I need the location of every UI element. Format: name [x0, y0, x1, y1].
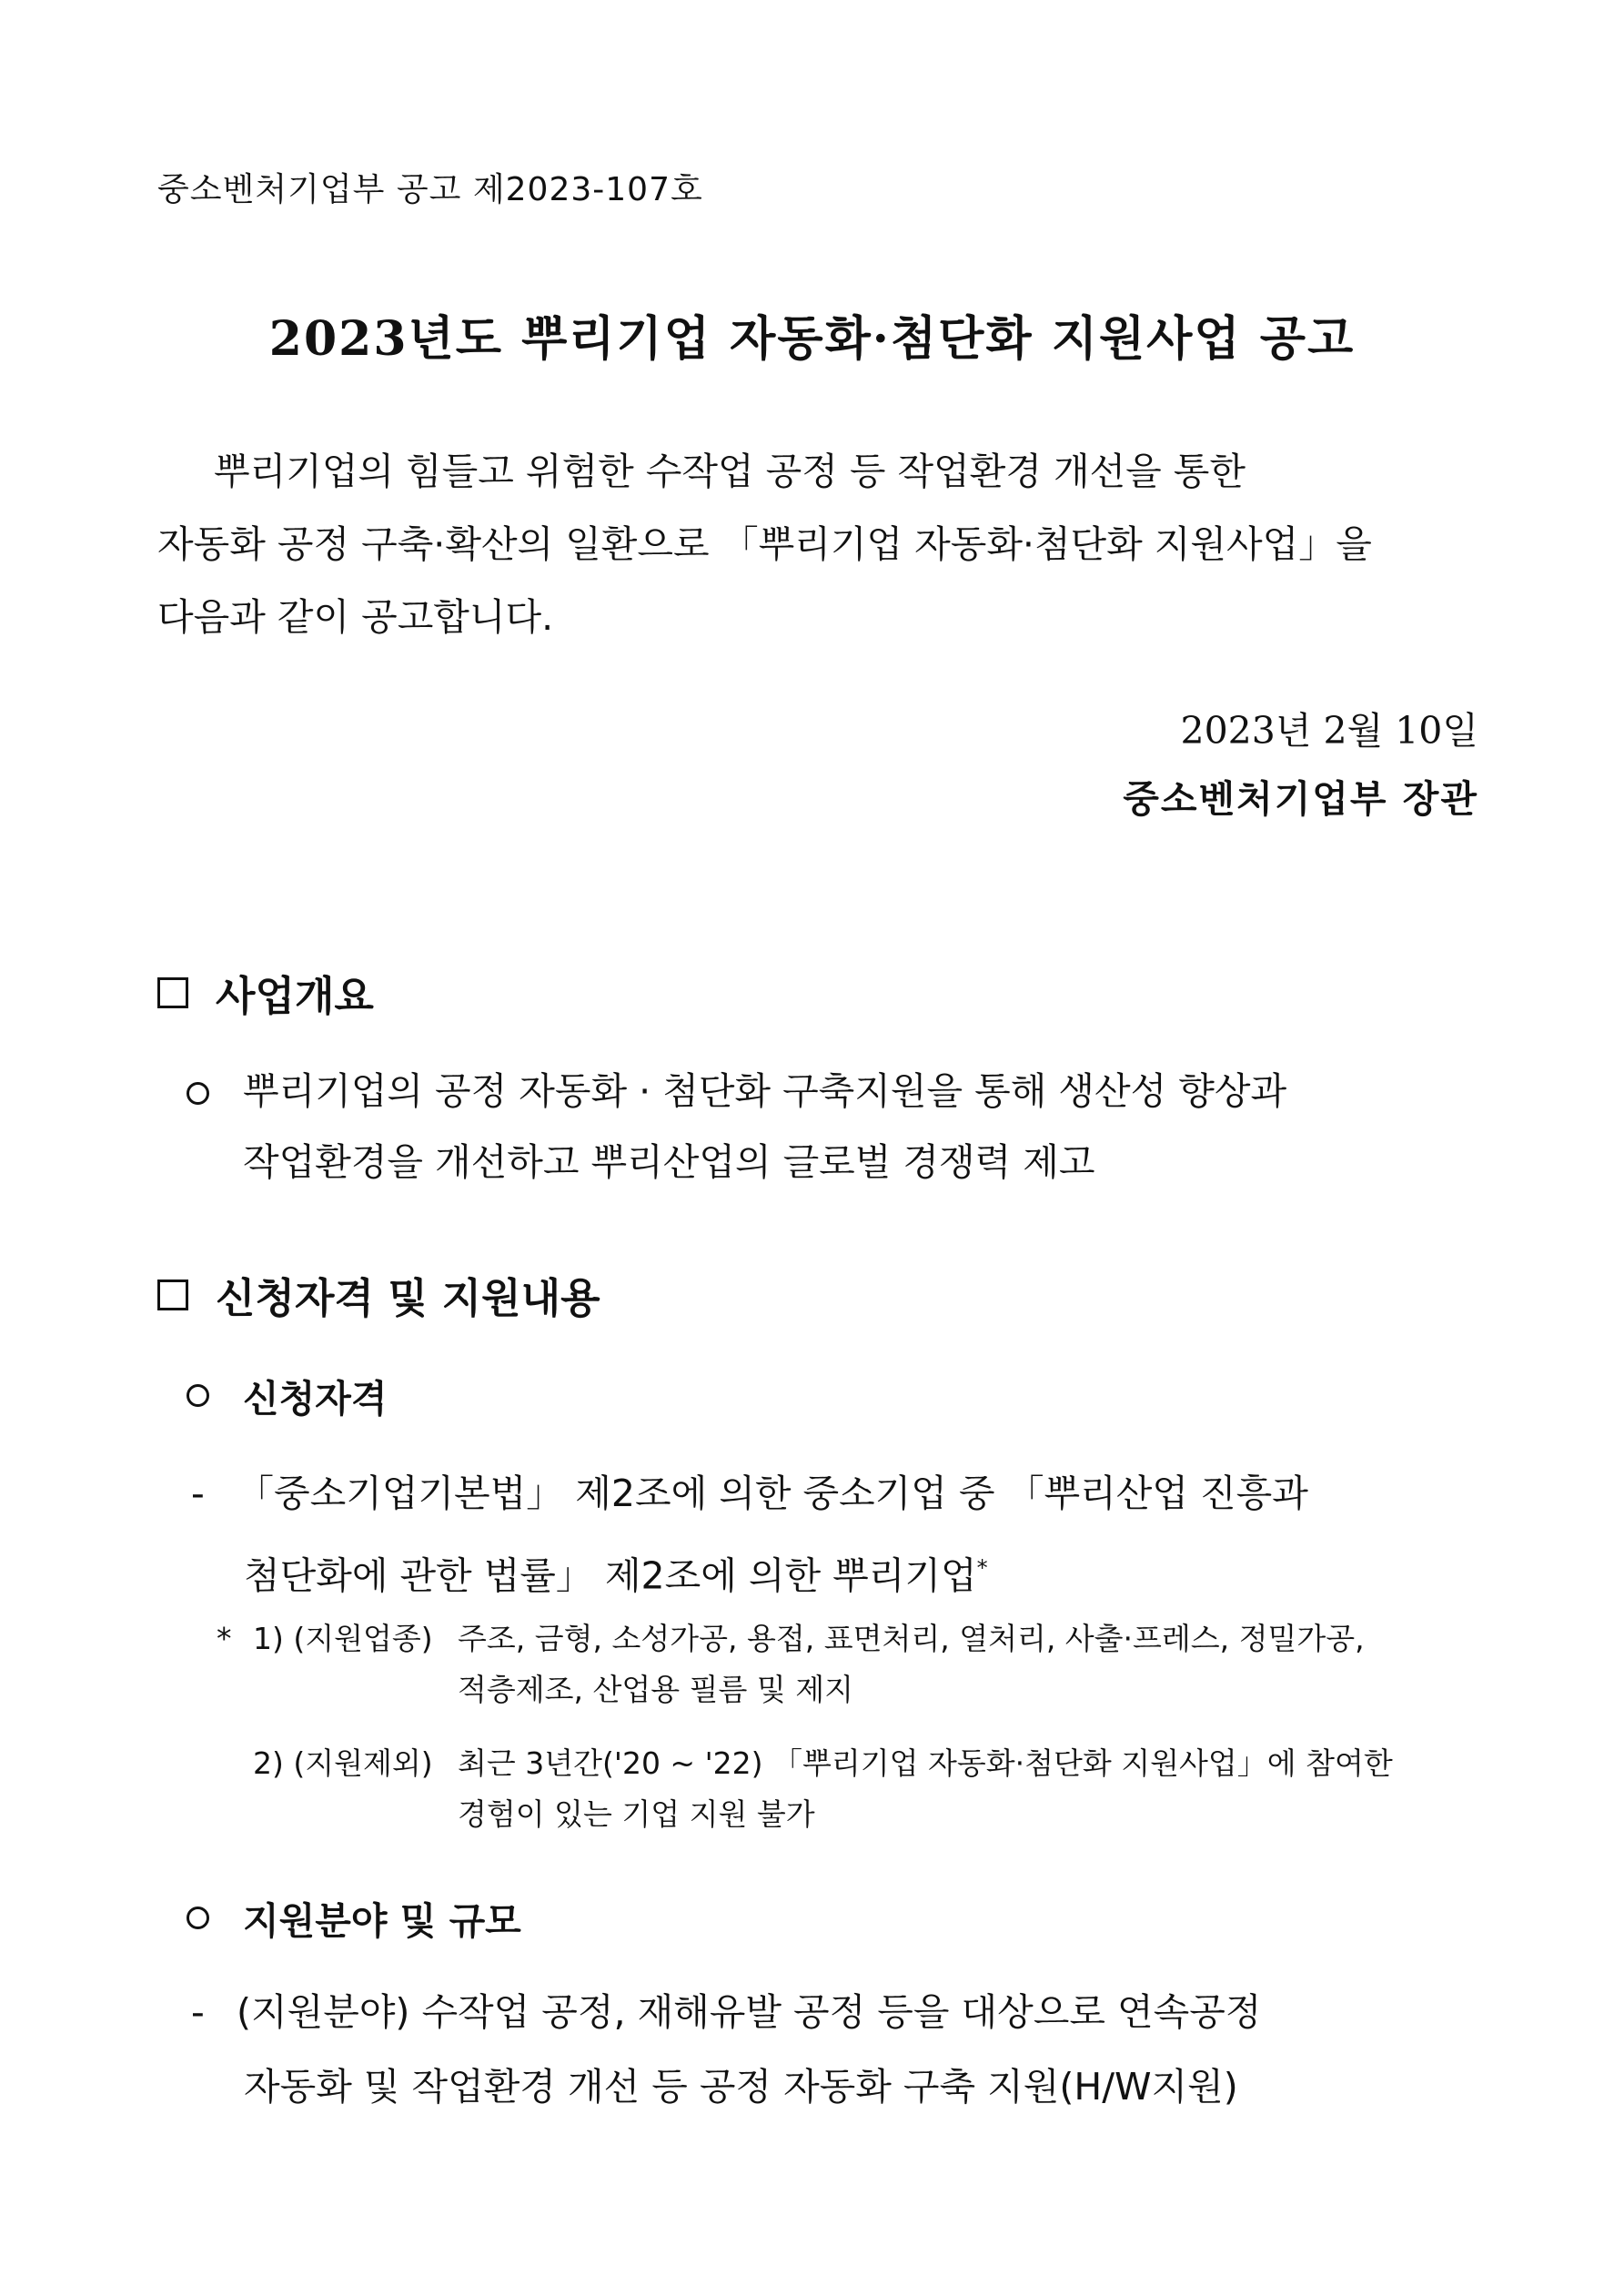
subsection-heading-label: 신청자격 [243, 1377, 388, 1421]
issuer-name: 중소벤처기업부 장관 [1123, 777, 1478, 821]
announcement-date: 2023년 2월 10일 [1180, 709, 1478, 753]
checkbox-square-icon [157, 977, 188, 1008]
overview-bullet-text [243, 1056, 1478, 1198]
bullet-line: 뿌리기업의 공정 자동화 · 첨단화 구축지원을 통해 생산성 향상과 [243, 1069, 1287, 1113]
item-line-text: 첨단화에 관한 법률」 제2조에 의한 뿌리기업 [244, 1553, 977, 1598]
footnote-2-label: 2) (지원제외) [253, 1745, 433, 1781]
document-title: 2023년도 뿌리기업 자동화·첨단화 지원사업 공고 [268, 311, 1356, 367]
intro-line: 다음과 같이 공고합니다. [157, 595, 554, 639]
item-line: (지원분야) 수작업 공정, 재해유발 공정 등을 대상으로 연속공정 [237, 1990, 1262, 2034]
checkbox-square-icon [157, 1279, 188, 1310]
footnote-marker: * [976, 1555, 988, 1581]
footnote-1-label: 1) (지원업종) [253, 1621, 433, 1656]
section-heading-eligibility [157, 1265, 600, 1324]
intro-line: 뿌리기업의 힘들고 위험한 수작업 공정 등 작업환경 개선을 통한 [214, 450, 1246, 493]
circle-bullet-icon [187, 1384, 209, 1407]
item-line: 「중소기업기본법」 제2조에 의한 중소기업 중 「뿌리산업 진흥과 [237, 1472, 1308, 1515]
support-field-item-text [237, 1975, 1261, 2124]
footnote-asterisk: * [217, 1621, 232, 1656]
intro-paragraph [157, 435, 1477, 653]
subsection-heading-eligibility [187, 1369, 387, 1422]
dash-marker: - [191, 1990, 205, 2034]
eligibility-item [191, 1456, 1478, 1613]
section-heading-overview [157, 963, 374, 1022]
eligibility-item-text [237, 1456, 1308, 1613]
item-line: 자동화 및 작업환경 개선 등 공정 자동화 구축 지원(H/W지원) [244, 2065, 1238, 2109]
subsection-heading-label: 지원분야 및 규모 [243, 1899, 521, 1943]
support-field-item [191, 1975, 1478, 2124]
section-heading-label: 사업개요 [216, 972, 374, 1020]
item-line [237, 1531, 1308, 1613]
notice-number: 중소벤처기업부 공고 제2023-107호 [157, 171, 703, 208]
footnote-2-line: 경험이 있는 기업 지원 불가 [458, 1796, 815, 1832]
footnote-2-line: 최근 3년간('20 ~ '22) 「뿌리기업 자동화·첨단화 지원사업」에 참여한 [458, 1745, 1393, 1781]
subsection-heading-support-field [187, 1891, 521, 1945]
section-heading-label: 신청자격 및 지원내용 [216, 1274, 600, 1322]
footnote-1-line: 적층제조, 산업용 필름 및 제지 [458, 1672, 853, 1707]
dash-marker: - [191, 1472, 205, 1515]
intro-line: 자동화 공정 구축·확산의 일환으로 「뿌리기업 자동화·첨단화 지원사업」을 [157, 522, 1372, 566]
circle-bullet-icon [187, 1907, 209, 1929]
overview-bullet [187, 1056, 1478, 1198]
bullet-line: 작업환경을 개선하고 뿌리산업의 글로벌 경쟁력 제고 [243, 1140, 1095, 1184]
footnote-1-line: 주조, 금형, 소성가공, 용접, 표면처리, 열처리, 사출·프레스, 정밀가공, [458, 1621, 1365, 1656]
circle-bullet-icon [187, 1082, 209, 1105]
